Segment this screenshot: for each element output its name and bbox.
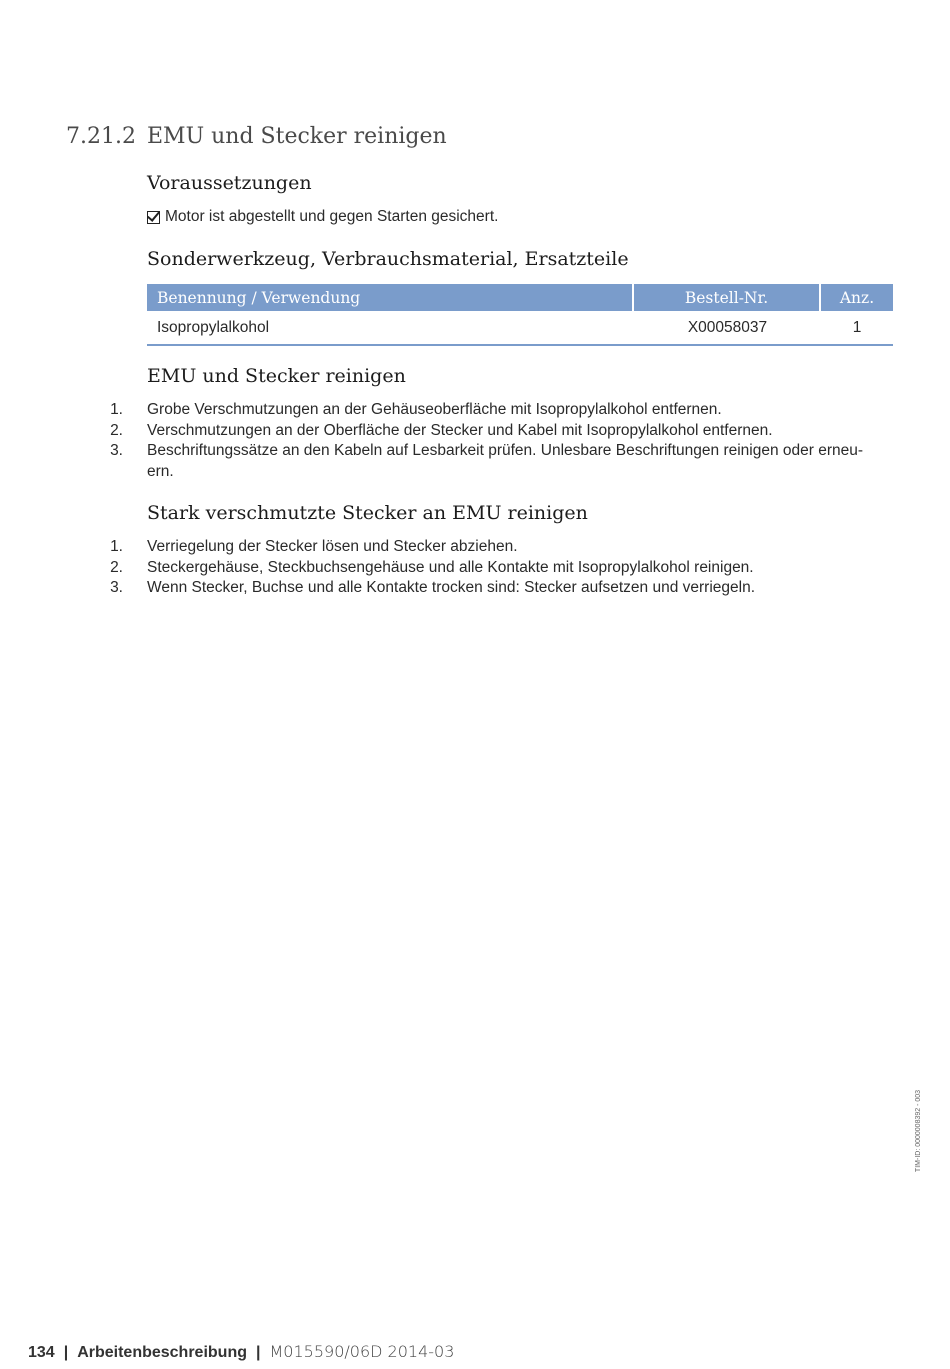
step-text: Verschmutzungen an der Oberfläche der Stecker und Kabel mit Isopropylalkohol entfernen. <box>147 421 773 439</box>
step-number: 2. <box>110 421 123 439</box>
footer-separator: | <box>63 1344 69 1361</box>
tools-heading: Sonderwerkzeug, Verbrauchsmaterial, Ersatzteile <box>147 248 629 270</box>
step-item <box>0 421 893 442</box>
table-header-row <box>147 284 893 311</box>
procedure2-steps <box>0 537 893 599</box>
section-title: EMU und Stecker reinigen <box>147 124 447 149</box>
cell-order-number: X00058037 <box>634 311 821 346</box>
step-item <box>0 558 893 579</box>
prerequisite-item <box>147 208 498 226</box>
prerequisite-text: Motor ist abgestellt und gegen Starten gesichert. <box>165 208 499 225</box>
page-footer <box>28 1342 454 1362</box>
checkbox-checked-icon <box>147 211 160 224</box>
step-text: Grobe Verschmutzungen an der Gehäuseoberfläche mit Isopropylalkohol entfernen. <box>147 401 722 418</box>
step-text: Verriegelung der Stecker lösen und Stecker abziehen. <box>147 538 518 555</box>
table-row <box>147 311 893 346</box>
column-header-designation: Benennung / Verwendung <box>147 284 634 311</box>
tim-id-label: TIM-ID: 0000008392 - 003 <box>915 1089 922 1173</box>
parts-table <box>147 284 893 346</box>
prerequisites-heading: Voraussetzungen <box>147 172 312 194</box>
column-header-order-number: Bestell-Nr. <box>634 284 821 311</box>
procedure1-heading: EMU und Stecker reinigen <box>147 365 406 387</box>
step-number: 3. <box>110 442 123 459</box>
document-number: M015590/06D 2014-03 <box>269 1342 455 1361</box>
step-item <box>0 400 893 421</box>
step-number: 3. <box>110 579 123 596</box>
cell-quantity: 1 <box>821 311 893 346</box>
step-item <box>0 578 893 599</box>
step-item <box>0 537 893 558</box>
chapter-name: Arbeitenbeschreibung <box>77 1344 247 1361</box>
cell-designation: Isopropylalkohol <box>147 311 634 346</box>
step-text: Beschriftungssätze an den Kabeln auf Lesbarkeit prüfen. Unlesbare Beschriftungen reinigen oder erneu- ern. <box>147 442 864 480</box>
procedure1-steps <box>0 400 893 482</box>
step-text: Wenn Stecker, Buchse und alle Kontakte trocken sind: Stecker aufsetzen und verriegeln. <box>147 579 756 596</box>
step-number: 2. <box>110 558 123 576</box>
section-number: 7.21.2 <box>66 124 136 149</box>
step-number: 1. <box>110 401 123 418</box>
page-number: 134 <box>28 1344 55 1361</box>
footer-separator: | <box>256 1344 261 1361</box>
step-text: Steckergehäuse, Steckbuchsengehäuse und alle Kontakte mit Isopropylalkohol reinigen. <box>147 558 754 576</box>
step-item <box>0 441 893 482</box>
column-header-quantity: Anz. <box>821 284 893 311</box>
step-number: 1. <box>110 538 123 555</box>
procedure2-heading: Stark verschmutzte Stecker an EMU reinigen <box>147 502 588 524</box>
